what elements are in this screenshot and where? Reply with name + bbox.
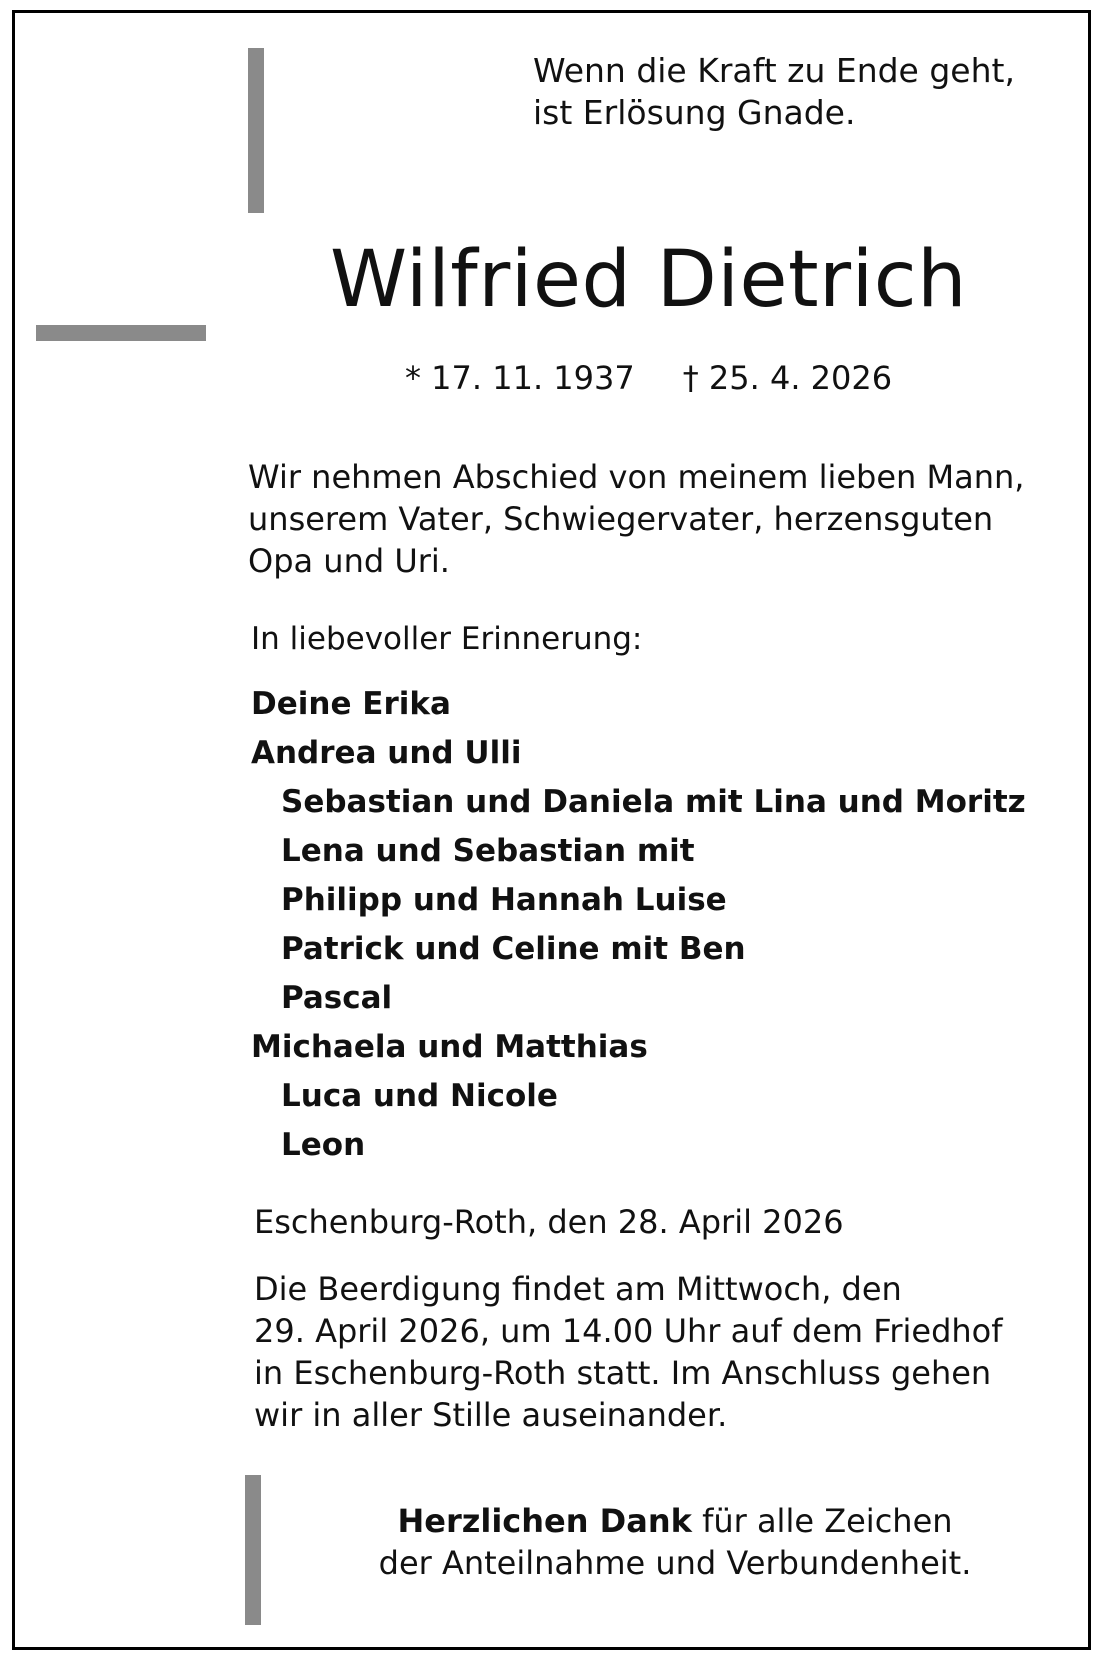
vertical-bar-top	[248, 48, 264, 213]
motto	[533, 50, 1015, 134]
thanks-note	[350, 1500, 1000, 1584]
birth-date: * 17. 11. 1937	[405, 359, 635, 397]
mourner-name: Philipp und Hannah Luise	[281, 882, 727, 918]
funeral-info	[254, 1268, 1003, 1436]
deceased-name: Wilfried Dietrich	[330, 235, 968, 325]
mourner-name: Sebastian und Daniela mit Lina und Moritz	[281, 784, 1026, 820]
farewell-text	[248, 456, 1024, 582]
funeral-line: in Eschenburg-Roth statt. Im Anschluss gehen	[254, 1354, 992, 1392]
farewell-line: Opa und Uri.	[248, 542, 450, 580]
mourner-name: Lena und Sebastian mit	[281, 833, 695, 869]
funeral-line: wir in aller Stille auseinander.	[254, 1396, 728, 1434]
memory-heading: In liebevoller Erinnerung:	[251, 621, 643, 657]
mourners-list	[251, 680, 1026, 1170]
thanks-bold: Herzlichen Dank	[397, 1502, 692, 1540]
mourner-name: Deine Erika	[251, 686, 451, 722]
mourner-name: Andrea und Ulli	[251, 735, 522, 771]
death-date: † 25. 4. 2026	[682, 359, 893, 397]
motto-line: ist Erlösung Gnade.	[533, 93, 856, 132]
place-date: Eschenburg-Roth, den 28. April 2026	[254, 1203, 844, 1241]
thanks-rest: für alle Zeichen	[691, 1502, 953, 1540]
vertical-bar-bottom	[245, 1475, 261, 1625]
mourner-name: Michaela und Matthias	[251, 1029, 648, 1065]
thanks-line: der Anteilnahme und Verbundenheit.	[378, 1544, 972, 1582]
motto-line: Wenn die Kraft zu Ende geht,	[533, 51, 1015, 90]
farewell-line: Wir nehmen Abschied von meinem lieben Mann,	[248, 458, 1025, 496]
mourner-name: Leon	[281, 1127, 366, 1163]
mourner-name: Pascal	[281, 980, 393, 1016]
mourner-name: Luca und Nicole	[281, 1078, 558, 1114]
horizontal-bar-left	[36, 325, 206, 341]
funeral-line: 29. April 2026, um 14.00 Uhr auf dem Friedhof	[254, 1312, 1003, 1350]
mourner-name: Patrick und Celine mit Ben	[281, 931, 746, 967]
funeral-line: Die Beerdigung findet am Mittwoch, den	[254, 1270, 902, 1308]
farewell-line: unserem Vater, Schwiegervater, herzensguten	[248, 500, 994, 538]
life-dates	[405, 358, 892, 398]
